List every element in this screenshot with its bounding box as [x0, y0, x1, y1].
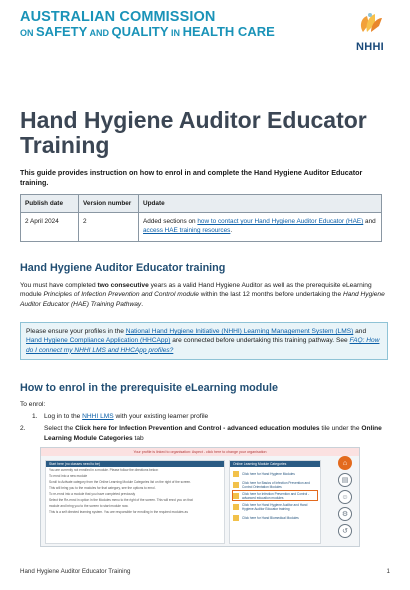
training-requirements-text: You must have completed two consecutive years as a valid Hand Hygiene Auditor as well as the prerequisite eLearning module Principles of Infection Prevention and Control module within the last 12 months before undertaking the Hand Hygiene Auditor Educator (HAE) Training Pathway. [20, 282, 385, 308]
lms-screenshot [40, 447, 360, 547]
logo-text: NHHI [355, 41, 385, 53]
organisation-banner: Your profile is linked to organisation: Aspect - click here to change your organisation [41, 448, 359, 456]
header-publish-date: Publish date [21, 195, 79, 213]
module-icon [233, 515, 239, 521]
org-line-2: ON SAFETY AND QUALITY IN HEALTH CARE [20, 24, 275, 40]
cell-update: Added sections on how to contact your Hand Hygiene Auditor Educator (HAE) and access HAE training resources. [139, 213, 382, 242]
module-icon [233, 504, 239, 510]
tile-auditor-educator[interactable]: Click here for Hand Hygiene Auditor and Hand Hygiene Auditor Educator training [233, 502, 317, 511]
tile-biomedical[interactable]: Click here for Hand Biomedical Modules [233, 513, 317, 522]
page-title: Hand Hygiene Auditor Educator Training [20, 107, 367, 159]
module-categories-panel [229, 460, 321, 544]
side-icon-bar [335, 456, 355, 541]
org-line-1: AUSTRALIAN COMMISSION [20, 9, 216, 25]
section-heading-enrol: How to enrol in the prerequisite eLearning module [20, 382, 278, 394]
module-categories-title: Online Learning Module Categories [230, 461, 320, 467]
step-2: 2. Select the Click here for Infection Prevention and Control - advanced education modules tile under the Online Learning Module Categories tab [20, 425, 382, 442]
link-access-hae-resources[interactable]: access HAE training resources [143, 226, 231, 234]
module-icon [233, 471, 239, 477]
hand-hygiene-icon [355, 10, 385, 36]
tile-ipc-advanced[interactable]: Click here for Infection Prevention and Control - advanced education modules [233, 491, 317, 500]
step-1: 1. Log in to the NHHI LMS with your existing learner profile [32, 413, 209, 420]
footer-title: Hand Hygiene Auditor Educator Training [20, 568, 131, 575]
history-icon[interactable]: ↺ [338, 524, 352, 538]
tile-basics-ipc[interactable]: Click here for Basics of Infection Prevention and Control Orientation Modules [233, 480, 317, 489]
profile-note-box: Please ensure your profiles in the National Hand Hygiene Initiative (NHHI) Learning Management System (LMS) and Hand Hygiene Compliance Application (HHCApp) are connected before undertaking this training pathway. See FAQ: How do I connect my NHHI LMS and HHCApp profiles? [20, 322, 388, 360]
module-icon [233, 482, 239, 488]
header-update: Update [139, 195, 382, 213]
page-number: 1 [386, 568, 390, 575]
link-nhhi-lms[interactable]: National Hand Hygiene Initiative (NHHI) Learning Management System (LMS) [125, 328, 354, 335]
page-header [20, 10, 390, 56]
smiley-icon[interactable]: ☺ [338, 490, 352, 504]
intro-text: This guide provides instruction on how to enrol in and complete the Hand Hygiene Auditor Educator training. [20, 168, 363, 187]
section-heading-training: Hand Hygiene Auditor Educator training [20, 262, 226, 274]
page-footer [20, 568, 390, 575]
organisation-name [20, 10, 390, 39]
table-header-row [21, 195, 382, 213]
header-version-number: Version number [79, 195, 139, 213]
link-contact-hae[interactable]: how to contact your Hand Hygiene Auditor Educator (HAE) [197, 218, 364, 225]
cell-version-number: 2 [79, 213, 139, 242]
gear-icon[interactable]: ⚙ [338, 507, 352, 521]
nhhi-logo [350, 10, 390, 52]
tile-hand-hygiene[interactable]: Click here for Hand Hygiene Modules [233, 469, 317, 478]
home-icon[interactable]: ⌂ [338, 456, 352, 470]
start-here-panel: Start here (no classes need to be) You are currently not enrolled in a module. Please follow the directions below: To enrol into a new module Scroll to Activate category from the Online Learning Module Categories list on the right of the screen. This will bring you to the modules for that category, see the options to enrol. To re-enrol into a module that you have completed previously Select the Re-enrol in option in the Modules menu to the right of the screen. This will enrol you on that module and bring you to the screen to start module now. This is a self directed learning system. You are responsible for enrolling in the required modules as [45, 460, 225, 544]
link-faq-connect-profiles[interactable]: FAQ: How do I connect my NHHI LMS and HHCApp profiles? [26, 337, 380, 354]
table-row [21, 213, 382, 242]
start-here-title: Start here (no classes need to be) [46, 461, 224, 467]
version-table [20, 194, 382, 242]
link-hhcapp[interactable]: Hand Hygiene Compliance Application (HHCApp) [26, 337, 171, 345]
module-icon [233, 493, 239, 499]
to-enrol-label: To enrol: [20, 401, 46, 408]
document-icon[interactable]: ▤ [338, 473, 352, 487]
link-nhhi-lms-login[interactable]: NHHI LMS [82, 413, 114, 420]
cell-publish-date: 2 April 2024 [21, 213, 79, 242]
